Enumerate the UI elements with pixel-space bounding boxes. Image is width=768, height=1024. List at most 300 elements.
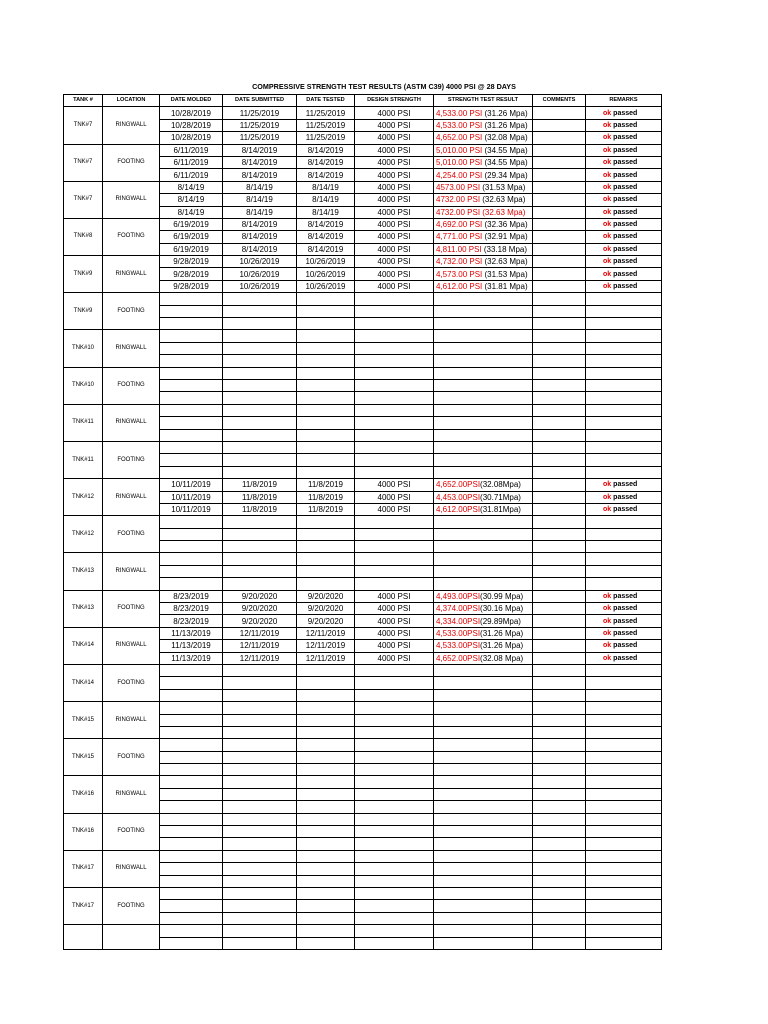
date-tested-cell: [297, 330, 355, 342]
design-strength-cell: [355, 664, 434, 676]
strength-result-cell: [434, 429, 533, 441]
header-location: LOCATION: [103, 95, 160, 107]
remark-ok: ok: [603, 134, 612, 142]
remark-ok: ok: [603, 258, 612, 266]
comments-cell: [533, 256, 586, 268]
result-psi: 4,692.00 PSI: [436, 220, 483, 230]
remarks-cell: [586, 491, 662, 503]
table-row: [64, 813, 662, 825]
remarks-cell: [586, 578, 662, 590]
date-submitted-cell: [223, 764, 297, 776]
comments-cell: [533, 751, 586, 763]
strength-result-cell: [434, 528, 533, 540]
date-molded-cell: 11/13/2019: [160, 652, 223, 664]
remarks-cell: [586, 541, 662, 553]
design-strength-cell: [355, 677, 434, 689]
remarks-cell: [586, 243, 662, 255]
result-psi: 4,652.00PSI: [436, 480, 481, 490]
remarks-cell: [586, 194, 662, 206]
date-tested-cell: [297, 318, 355, 330]
result-mpa: (33.18 Mpa): [481, 244, 528, 254]
date-molded-cell: [160, 553, 223, 565]
date-molded-cell: [160, 355, 223, 367]
table-row: [64, 441, 662, 453]
design-strength-cell: [355, 900, 434, 912]
results-body: [64, 107, 662, 950]
table-row: [64, 367, 662, 379]
comments-cell: [533, 664, 586, 676]
location-cell: RINGWALL: [103, 256, 160, 293]
strength-result-cell: [434, 850, 533, 862]
remark-ok: ok: [603, 159, 612, 167]
tank-cell: TNK#17: [64, 888, 103, 925]
date-tested-cell: [297, 404, 355, 416]
tank-cell: TNK#16: [64, 776, 103, 813]
strength-result-cell: [434, 441, 533, 453]
date-molded-cell: [160, 318, 223, 330]
design-strength-cell: [355, 875, 434, 887]
date-submitted-cell: [223, 801, 297, 813]
strength-result-cell: [434, 454, 533, 466]
design-strength-cell: [355, 702, 434, 714]
date-tested-cell: 11/8/2019: [297, 503, 355, 515]
date-tested-cell: [297, 305, 355, 317]
remark-ok: ok: [603, 642, 612, 650]
design-strength-cell: [355, 417, 434, 429]
remarks-cell: [586, 355, 662, 367]
strength-result-cell: [434, 875, 533, 887]
comments-cell: [533, 466, 586, 478]
strength-result-cell: [434, 466, 533, 478]
table-row: [64, 925, 662, 937]
design-strength-cell: [355, 937, 434, 949]
date-submitted-cell: [223, 925, 297, 937]
date-molded-cell: 6/11/2019: [160, 169, 223, 181]
remarks-cell: [586, 479, 662, 491]
comments-cell: [533, 528, 586, 540]
comments-cell: [533, 429, 586, 441]
date-molded-cell: 6/11/2019: [160, 156, 223, 168]
comments-cell: [533, 441, 586, 453]
location-cell: RINGWALL: [103, 776, 160, 813]
strength-result-cell: [434, 342, 533, 354]
design-strength-cell: 4000 PSI: [355, 590, 434, 602]
remark-passed: passed: [613, 208, 638, 216]
remark-passed: passed: [613, 617, 638, 625]
table-row: [64, 776, 662, 788]
strength-result-cell: [434, 937, 533, 949]
date-molded-cell: [160, 293, 223, 305]
remark-passed: passed: [613, 481, 638, 489]
date-submitted-cell: 9/20/2020: [223, 603, 297, 615]
design-strength-cell: 4000 PSI: [355, 218, 434, 230]
remarks-cell: [586, 528, 662, 540]
date-submitted-cell: [223, 404, 297, 416]
remarks-cell: [586, 640, 662, 652]
comments-cell: [533, 590, 586, 602]
date-tested-cell: [297, 528, 355, 540]
remark-ok: ok: [603, 592, 612, 600]
design-strength-cell: 4000 PSI: [355, 169, 434, 181]
comments-cell: [533, 218, 586, 230]
comments-cell: [533, 355, 586, 367]
tank-cell: TNK#13: [64, 590, 103, 627]
date-tested-cell: [297, 689, 355, 701]
date-submitted-cell: [223, 429, 297, 441]
remark-passed: passed: [613, 629, 638, 637]
design-strength-cell: 4000 PSI: [355, 107, 434, 119]
date-tested-cell: [297, 441, 355, 453]
date-tested-cell: 11/25/2019: [297, 107, 355, 119]
design-strength-cell: [355, 330, 434, 342]
remark-ok: ok: [603, 617, 612, 625]
strength-result-cell: [434, 119, 533, 131]
remarks-cell: [586, 603, 662, 615]
remarks-cell: [586, 764, 662, 776]
date-tested-cell: [297, 813, 355, 825]
location-cell: RINGWALL: [103, 107, 160, 144]
date-submitted-cell: 12/11/2019: [223, 640, 297, 652]
comments-cell: [533, 169, 586, 181]
tank-cell: TNK#11: [64, 404, 103, 441]
remark-ok: ok: [603, 605, 612, 613]
comments-cell: [533, 293, 586, 305]
location-cell: FOOTING: [103, 293, 160, 330]
header-row: [64, 95, 662, 107]
location-cell: RINGWALL: [103, 479, 160, 516]
header-date-molded: DATE MOLDED: [160, 95, 223, 107]
date-submitted-cell: [223, 318, 297, 330]
date-molded-cell: 9/28/2019: [160, 268, 223, 280]
date-submitted-cell: 11/25/2019: [223, 132, 297, 144]
comments-cell: [533, 231, 586, 243]
comments-cell: [533, 156, 586, 168]
strength-result-cell: [434, 206, 533, 218]
remark-ok: ok: [603, 506, 612, 514]
date-submitted-cell: 10/26/2019: [223, 256, 297, 268]
date-molded-cell: [160, 342, 223, 354]
strength-result-cell: [434, 181, 533, 193]
comments-cell: [533, 652, 586, 664]
remarks-cell: [586, 516, 662, 528]
date-tested-cell: [297, 578, 355, 590]
date-submitted-cell: [223, 863, 297, 875]
date-tested-cell: [297, 776, 355, 788]
design-strength-cell: 4000 PSI: [355, 119, 434, 131]
comments-cell: [533, 875, 586, 887]
date-submitted-cell: [223, 367, 297, 379]
date-submitted-cell: [223, 516, 297, 528]
design-strength-cell: 4000 PSI: [355, 156, 434, 168]
tank-cell: TNK#7: [64, 107, 103, 144]
result-mpa: (29.89Mpa): [480, 616, 521, 626]
date-submitted-cell: [223, 888, 297, 900]
date-molded-cell: 8/23/2019: [160, 615, 223, 627]
header-design-strength: DESIGN STRENGTH: [355, 95, 434, 107]
result-mpa: (31.81Mpa): [480, 505, 521, 515]
date-submitted-cell: [223, 726, 297, 738]
date-tested-cell: 8/14/2019: [297, 144, 355, 156]
remarks-cell: [586, 181, 662, 193]
design-strength-cell: [355, 850, 434, 862]
remarks-cell: [586, 788, 662, 800]
design-strength-cell: [355, 342, 434, 354]
location-cell: RINGWALL: [103, 553, 160, 590]
strength-result-cell: [434, 788, 533, 800]
design-strength-cell: 4000 PSI: [355, 144, 434, 156]
strength-result-cell: [434, 318, 533, 330]
date-submitted-cell: [223, 553, 297, 565]
result-mpa: (31.53 Mpa): [482, 269, 528, 279]
date-tested-cell: 12/11/2019: [297, 640, 355, 652]
date-submitted-cell: [223, 788, 297, 800]
date-molded-cell: [160, 702, 223, 714]
date-submitted-cell: [223, 293, 297, 305]
remark-passed: passed: [613, 183, 638, 191]
location-cell: RINGWALL: [103, 181, 160, 218]
date-submitted-cell: [223, 392, 297, 404]
strength-result-cell: [434, 305, 533, 317]
comments-cell: [533, 404, 586, 416]
remark-passed: passed: [613, 605, 638, 613]
date-submitted-cell: 8/14/19: [223, 194, 297, 206]
comments-cell: [533, 565, 586, 577]
strength-result-cell: [434, 107, 533, 119]
comments-cell: [533, 726, 586, 738]
date-tested-cell: [297, 900, 355, 912]
comments-cell: [533, 119, 586, 131]
date-molded-cell: [160, 739, 223, 751]
result-psi: 4,652.00PSI: [436, 653, 481, 663]
remarks-cell: [586, 454, 662, 466]
result-psi: 4,612.00PSI: [436, 505, 481, 515]
remark-ok: ok: [603, 233, 612, 241]
design-strength-cell: [355, 578, 434, 590]
tank-cell: TNK#15: [64, 702, 103, 739]
header-date-submitted: DATE SUBMITTED: [223, 95, 297, 107]
date-submitted-cell: [223, 689, 297, 701]
strength-result-cell: [434, 702, 533, 714]
strength-result-cell: [434, 838, 533, 850]
strength-result-cell: [434, 739, 533, 751]
date-submitted-cell: 10/26/2019: [223, 268, 297, 280]
result-psi: 4732.00 PSI: [436, 195, 481, 205]
remark-passed: passed: [613, 233, 638, 241]
comments-cell: [533, 788, 586, 800]
design-strength-cell: [355, 801, 434, 813]
date-molded-cell: 10/11/2019: [160, 479, 223, 491]
date-molded-cell: [160, 541, 223, 553]
comments-cell: [533, 888, 586, 900]
design-strength-cell: 4000 PSI: [355, 615, 434, 627]
strength-result-cell: [434, 516, 533, 528]
date-molded-cell: [160, 429, 223, 441]
remark-passed: passed: [613, 109, 638, 117]
date-molded-cell: [160, 764, 223, 776]
date-tested-cell: 10/26/2019: [297, 256, 355, 268]
table-row: [64, 330, 662, 342]
remark-ok: ok: [603, 196, 612, 204]
date-submitted-cell: [223, 751, 297, 763]
date-tested-cell: 12/11/2019: [297, 652, 355, 664]
comments-cell: [533, 689, 586, 701]
date-submitted-cell: 11/8/2019: [223, 491, 297, 503]
result-mpa: (32.63 Mpa): [480, 195, 526, 205]
remarks-cell: [586, 379, 662, 391]
comments-cell: [533, 144, 586, 156]
location-cell: RINGWALL: [103, 702, 160, 739]
results-table: [63, 94, 662, 950]
date-molded-cell: [160, 776, 223, 788]
design-strength-cell: [355, 541, 434, 553]
date-submitted-cell: [223, 454, 297, 466]
date-molded-cell: [160, 850, 223, 862]
remark-passed: passed: [613, 493, 638, 501]
design-strength-cell: [355, 925, 434, 937]
date-submitted-cell: 8/14/2019: [223, 169, 297, 181]
remark-ok: ok: [603, 654, 612, 662]
date-submitted-cell: 11/8/2019: [223, 503, 297, 515]
date-submitted-cell: [223, 305, 297, 317]
result-psi: 4,533.00PSI: [436, 628, 481, 638]
remarks-cell: [586, 392, 662, 404]
design-strength-cell: 4000 PSI: [355, 280, 434, 292]
comments-cell: [533, 776, 586, 788]
strength-result-cell: [434, 640, 533, 652]
result-psi: 4732.00 PSI: [436, 207, 481, 217]
strength-result-cell: [434, 578, 533, 590]
remarks-cell: [586, 702, 662, 714]
date-submitted-cell: [223, 739, 297, 751]
location-cell: FOOTING: [103, 664, 160, 701]
table-row: [64, 590, 662, 602]
date-submitted-cell: 12/11/2019: [223, 627, 297, 639]
location-cell: FOOTING: [103, 888, 160, 925]
date-molded-cell: 9/28/2019: [160, 256, 223, 268]
date-tested-cell: [297, 751, 355, 763]
remark-passed: passed: [613, 654, 638, 662]
date-tested-cell: 11/25/2019: [297, 119, 355, 131]
date-submitted-cell: 8/14/19: [223, 181, 297, 193]
strength-result-cell: [434, 863, 533, 875]
comments-cell: [533, 268, 586, 280]
table-row: [64, 218, 662, 230]
result-mpa: (32.08Mpa): [480, 480, 521, 490]
remarks-cell: [586, 330, 662, 342]
remarks-cell: [586, 553, 662, 565]
result-mpa: (32.63 Mpa): [482, 257, 528, 267]
strength-result-cell: [434, 367, 533, 379]
table-row: [64, 702, 662, 714]
date-submitted-cell: [223, 342, 297, 354]
comments-cell: [533, 516, 586, 528]
date-tested-cell: 11/8/2019: [297, 479, 355, 491]
date-submitted-cell: 8/14/2019: [223, 144, 297, 156]
remarks-cell: [586, 739, 662, 751]
date-submitted-cell: [223, 714, 297, 726]
remark-ok: ok: [603, 270, 612, 278]
strength-result-cell: [434, 751, 533, 763]
strength-result-cell: [434, 330, 533, 342]
remarks-cell: [586, 218, 662, 230]
comments-cell: [533, 318, 586, 330]
remark-passed: passed: [613, 221, 638, 229]
design-strength-cell: [355, 553, 434, 565]
strength-result-cell: [434, 541, 533, 553]
table-row: [64, 627, 662, 639]
table-row: [64, 553, 662, 565]
result-psi: 4,374.00PSI: [436, 604, 481, 614]
strength-result-cell: [434, 615, 533, 627]
design-strength-cell: 4000 PSI: [355, 652, 434, 664]
design-strength-cell: 4000 PSI: [355, 268, 434, 280]
strength-result-cell: [434, 603, 533, 615]
strength-result-cell: [434, 379, 533, 391]
design-strength-cell: 4000 PSI: [355, 206, 434, 218]
result-psi: 4,533.00PSI: [436, 641, 481, 651]
date-submitted-cell: [223, 850, 297, 862]
date-molded-cell: [160, 863, 223, 875]
remarks-cell: [586, 888, 662, 900]
location-cell: RINGWALL: [103, 404, 160, 441]
date-tested-cell: [297, 565, 355, 577]
result-mpa: (31.81 Mpa): [482, 282, 528, 292]
strength-result-cell: [434, 503, 533, 515]
tank-cell: TNK#14: [64, 664, 103, 701]
date-molded-cell: [160, 912, 223, 924]
comments-cell: [533, 107, 586, 119]
comments-cell: [533, 280, 586, 292]
design-strength-cell: [355, 454, 434, 466]
design-strength-cell: [355, 429, 434, 441]
date-molded-cell: [160, 888, 223, 900]
remark-ok: ok: [603, 171, 612, 179]
date-submitted-cell: [223, 466, 297, 478]
tank-cell: TNK#15: [64, 739, 103, 776]
result-mpa: (30.71Mpa): [480, 492, 521, 502]
date-tested-cell: 10/26/2019: [297, 280, 355, 292]
date-submitted-cell: [223, 900, 297, 912]
date-tested-cell: [297, 826, 355, 838]
table-row: [64, 181, 662, 193]
date-molded-cell: [160, 441, 223, 453]
design-strength-cell: [355, 776, 434, 788]
tank-cell: TNK#7: [64, 181, 103, 218]
design-strength-cell: [355, 565, 434, 577]
remarks-cell: [586, 280, 662, 292]
remark-ok: ok: [603, 245, 612, 253]
date-tested-cell: [297, 788, 355, 800]
remarks-cell: [586, 912, 662, 924]
date-submitted-cell: [223, 702, 297, 714]
remark-passed: passed: [613, 121, 638, 129]
result-mpa: (34.55 Mpa): [482, 158, 528, 168]
result-psi: 4,533.00 PSI: [436, 108, 483, 118]
comments-cell: [533, 850, 586, 862]
remark-passed: passed: [613, 171, 638, 179]
remarks-cell: [586, 268, 662, 280]
date-submitted-cell: [223, 677, 297, 689]
design-strength-cell: [355, 404, 434, 416]
date-tested-cell: [297, 417, 355, 429]
table-row: [64, 293, 662, 305]
strength-result-cell: [434, 553, 533, 565]
tank-cell: TNK#8: [64, 218, 103, 255]
date-submitted-cell: 11/25/2019: [223, 119, 297, 131]
date-molded-cell: [160, 392, 223, 404]
remark-ok: ok: [603, 146, 612, 154]
design-strength-cell: 4000 PSI: [355, 132, 434, 144]
